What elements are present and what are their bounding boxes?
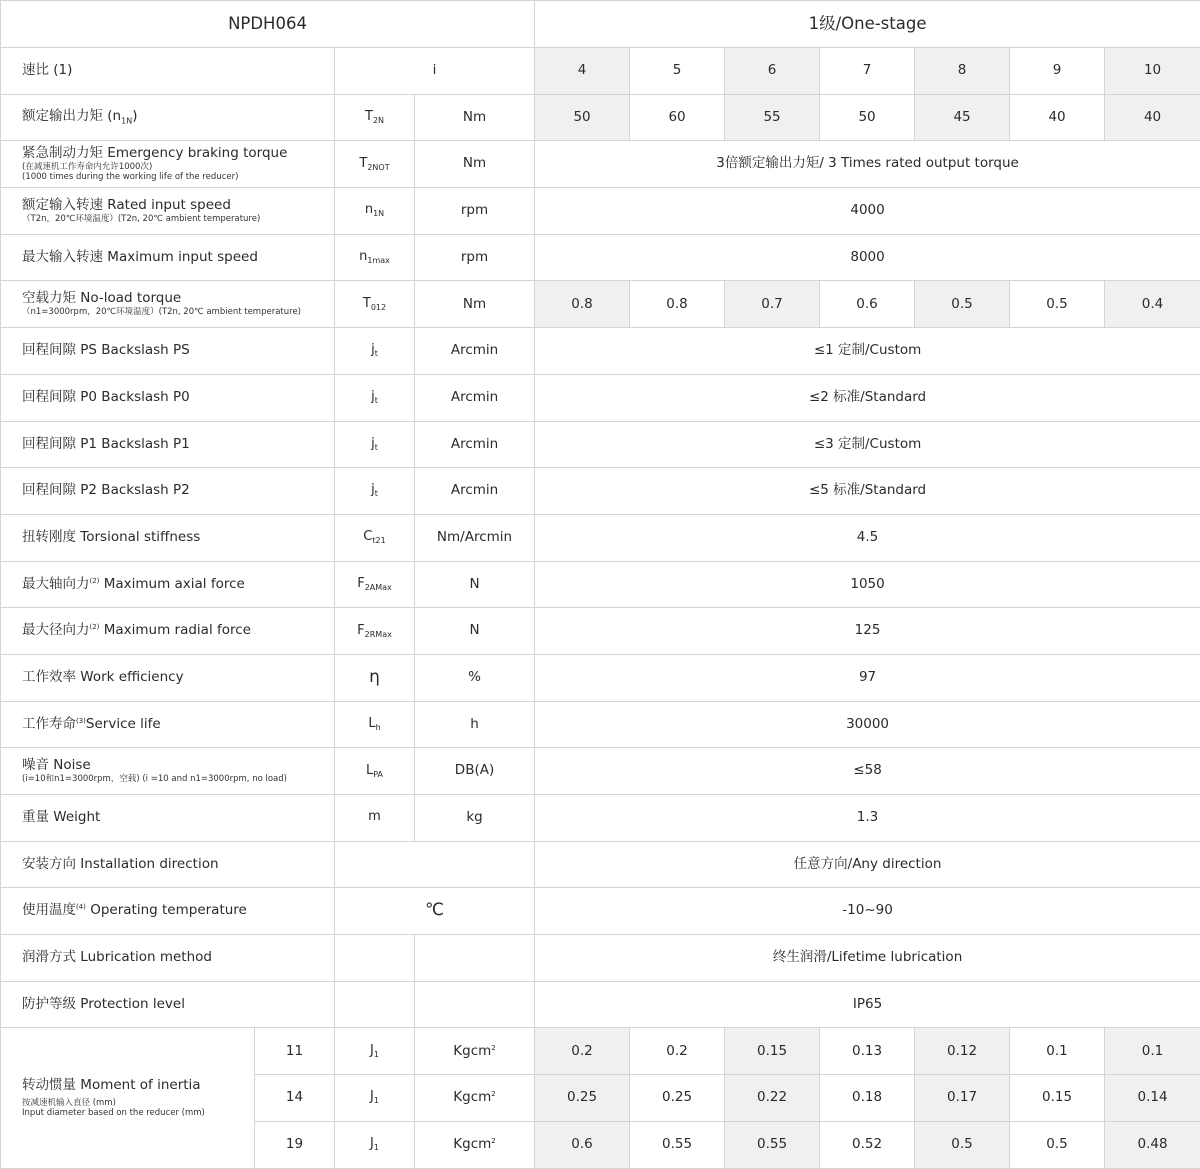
- backlash-p1-symbol: $j_t$: [335, 421, 415, 468]
- rated-input-label: 额定输入转速 Rated input speed （T2n，20℃环境温度）(T2n, 20℃ ambient temperature): [1, 188, 335, 235]
- row-life: [1, 701, 1200, 748]
- noload-symbol: $T_{012}$: [335, 281, 415, 328]
- row-emergency: [1, 141, 1200, 188]
- row-backlash-ps: [1, 328, 1200, 375]
- weight-value: 1.3: [535, 795, 1200, 842]
- row-backlash-p0: [1, 374, 1200, 421]
- backlash-ps-unit: Arcmin: [415, 328, 535, 375]
- noload-value: 0.7: [725, 281, 820, 328]
- backlash-p2-unit: Arcmin: [415, 468, 535, 515]
- backlash-ps-value: ≤1 定制/Custom: [535, 328, 1200, 375]
- row-stiffness: [1, 514, 1200, 561]
- backlash-p0-unit: Arcmin: [415, 374, 535, 421]
- row-rated-torque: [1, 94, 1200, 141]
- noise-value: ≤58: [535, 748, 1200, 795]
- inertia-unit: Kgcm$^2$: [415, 1121, 535, 1168]
- temperature-label: 使用温度$^{(4)}$ Operating temperature: [1, 888, 335, 935]
- backlash-p0-label: 回程间隙 P0 Backslash P0: [1, 374, 335, 421]
- row-inertia: [1, 1028, 1200, 1075]
- temperature-unit: ℃: [335, 888, 535, 935]
- protection-empty: [335, 981, 415, 1028]
- stiffness-label: 扭转刚度 Torsional stiffness: [1, 514, 335, 561]
- radial-value: 125: [535, 608, 1200, 655]
- row-noload: [1, 281, 1200, 328]
- inertia-value: 0.1: [1105, 1028, 1200, 1075]
- axial-value: 1050: [535, 561, 1200, 608]
- life-unit: h: [415, 701, 535, 748]
- row-weight: [1, 795, 1200, 842]
- protection-value: IP65: [535, 981, 1200, 1028]
- inertia-value: 0.15: [725, 1028, 820, 1075]
- backlash-p2-symbol: $j_t$: [335, 468, 415, 515]
- inertia-value: 0.5: [1010, 1121, 1105, 1168]
- efficiency-value: 97: [535, 654, 1200, 701]
- backlash-p0-symbol: $j_t$: [335, 374, 415, 421]
- emergency-symbol: $T_{2NOT}$: [335, 141, 415, 188]
- noload-value: 0.5: [1010, 281, 1105, 328]
- row-backlash-p1: [1, 421, 1200, 468]
- axial-label: 最大轴向力$^{(2)}$ Maximum axial force: [1, 561, 335, 608]
- inertia-value: 0.48: [1105, 1121, 1200, 1168]
- noload-value: 0.4: [1105, 281, 1200, 328]
- emergency-value: 3倍额定输出力矩/ 3 Times rated output torque: [535, 141, 1200, 188]
- inertia-symbol: $J_1$: [335, 1121, 415, 1168]
- installation-label: 安装方向 Installation direction: [1, 841, 335, 888]
- inertia-value: 0.22: [725, 1075, 820, 1122]
- rated-torque-value: 50: [535, 94, 630, 141]
- rated-input-symbol: $n_{1N}$: [335, 188, 415, 235]
- ratio-value: 8: [915, 48, 1010, 95]
- inertia-value: 0.25: [535, 1075, 630, 1122]
- efficiency-unit: %: [415, 654, 535, 701]
- axial-symbol: $F_{2AMax}$: [335, 561, 415, 608]
- ratio-symbol: i: [335, 48, 535, 95]
- backlash-p1-unit: Arcmin: [415, 421, 535, 468]
- noload-unit: Nm: [415, 281, 535, 328]
- emergency-label: 紧急制动力矩 Emergency braking torque (在减速机工作寿命内允许1000次) (1000 times during the working life of the reducer): [1, 141, 335, 188]
- noise-unit: DB(A): [415, 748, 535, 795]
- stiffness-symbol: $C_{t21}$: [335, 514, 415, 561]
- backlash-p0-value: ≤2 标准/Standard: [535, 374, 1200, 421]
- ratio-value: 6: [725, 48, 820, 95]
- inertia-value: 0.6: [535, 1121, 630, 1168]
- ratio-value: 5: [630, 48, 725, 95]
- rated-input-unit: rpm: [415, 188, 535, 235]
- inertia-diameter: 14: [255, 1075, 335, 1122]
- ratio-value: 9: [1010, 48, 1105, 95]
- rated-torque-value: 40: [1010, 94, 1105, 141]
- backlash-p2-value: ≤5 标准/Standard: [535, 468, 1200, 515]
- inertia-value: 0.13: [820, 1028, 915, 1075]
- lubrication-empty: [335, 935, 415, 982]
- weight-unit: kg: [415, 795, 535, 842]
- max-input-unit: rpm: [415, 234, 535, 281]
- lubrication-empty: [415, 935, 535, 982]
- inertia-value: 0.55: [630, 1121, 725, 1168]
- ratio-value: 4: [535, 48, 630, 95]
- inertia-value: 0.18: [820, 1075, 915, 1122]
- rated-torque-unit: Nm: [415, 94, 535, 141]
- emergency-unit: Nm: [415, 141, 535, 188]
- inertia-label: 转动惯量 Moment of inertia 按减速机输入直径 (mm) Input diameter based on the reducer (mm): [1, 1028, 255, 1168]
- noload-value: 0.6: [820, 281, 915, 328]
- noload-value: 0.8: [630, 281, 725, 328]
- rated-torque-value: 40: [1105, 94, 1200, 141]
- radial-symbol: $F_{2RMax}$: [335, 608, 415, 655]
- inertia-diameter: 19: [255, 1121, 335, 1168]
- efficiency-label: 工作效率 Work efficiency: [1, 654, 335, 701]
- stage-header: 1级/One-stage: [535, 1, 1200, 48]
- installation-empty: [335, 841, 535, 888]
- backlash-p1-label: 回程间隙 P1 Backslash P1: [1, 421, 335, 468]
- row-max-input: [1, 234, 1200, 281]
- rated-torque-value: 50: [820, 94, 915, 141]
- life-value: 30000: [535, 701, 1200, 748]
- protection-label: 防护等级 Protection level: [1, 981, 335, 1028]
- row-backlash-p2: [1, 468, 1200, 515]
- noise-label: 噪音 Noise (i=10和n1=3000rpm，空载) (i =10 and n1=3000rpm, no load): [1, 748, 335, 795]
- rated-torque-value: 45: [915, 94, 1010, 141]
- max-input-symbol: $n_{1max}$: [335, 234, 415, 281]
- max-input-value: 8000: [535, 234, 1200, 281]
- inertia-value: 0.2: [630, 1028, 725, 1075]
- backlash-p2-label: 回程间隙 P2 Backslash P2: [1, 468, 335, 515]
- life-symbol: $L_h$: [335, 701, 415, 748]
- row-lubrication: [1, 935, 1200, 982]
- radial-unit: N: [415, 608, 535, 655]
- inertia-value: 0.2: [535, 1028, 630, 1075]
- row-installation: [1, 841, 1200, 888]
- efficiency-symbol: η: [335, 654, 415, 701]
- noload-label: 空载力矩 No-load torque （n1=3000rpm，20℃环境温度）(T2n, 20℃ ambient temperature): [1, 281, 335, 328]
- rated-input-value: 4000: [535, 188, 1200, 235]
- inertia-value: 0.1: [1010, 1028, 1105, 1075]
- backlash-p1-value: ≤3 定制/Custom: [535, 421, 1200, 468]
- stiffness-unit: Nm/Arcmin: [415, 514, 535, 561]
- rated-torque-value: 55: [725, 94, 820, 141]
- inertia-diameter: 11: [255, 1028, 335, 1075]
- noload-value: 0.8: [535, 281, 630, 328]
- inertia-value: 0.17: [915, 1075, 1010, 1122]
- temperature-value: -10~90: [535, 888, 1200, 935]
- weight-label: 重量 Weight: [1, 795, 335, 842]
- lubrication-value: 终生润滑/Lifetime lubrication: [535, 935, 1200, 982]
- stiffness-value: 4.5: [535, 514, 1200, 561]
- lubrication-label: 润滑方式 Lubrication method: [1, 935, 335, 982]
- inertia-symbol: $J_1$: [335, 1028, 415, 1075]
- max-input-label: 最大输入转速 Maximum input speed: [1, 234, 335, 281]
- protection-empty: [415, 981, 535, 1028]
- inertia-value: 0.15: [1010, 1075, 1105, 1122]
- inertia-symbol: $J_1$: [335, 1075, 415, 1122]
- row-axial: [1, 561, 1200, 608]
- row-temperature: [1, 888, 1200, 935]
- radial-label: 最大径向力$^{(2)}$ Maximum radial force: [1, 608, 335, 655]
- ratio-value: 7: [820, 48, 915, 95]
- inertia-value: 0.55: [725, 1121, 820, 1168]
- installation-value: 任意方向/Any direction: [535, 841, 1200, 888]
- noise-symbol: $L_{PA}$: [335, 748, 415, 795]
- row-noise: [1, 748, 1200, 795]
- row-ratio: [1, 48, 1200, 95]
- backlash-ps-symbol: $j_t$: [335, 328, 415, 375]
- row-efficiency: [1, 654, 1200, 701]
- rated-torque-symbol: $T_{2N}$: [335, 94, 415, 141]
- inertia-unit: Kgcm$^2$: [415, 1075, 535, 1122]
- row-protection: [1, 981, 1200, 1028]
- backlash-ps-label: 回程间隙 PS Backslash PS: [1, 328, 335, 375]
- ratio-value: 10: [1105, 48, 1200, 95]
- life-label: 工作寿命$^{(3)}$Service life: [1, 701, 335, 748]
- row-radial: [1, 608, 1200, 655]
- row-rated-input: [1, 188, 1200, 235]
- inertia-value: 0.5: [915, 1121, 1010, 1168]
- rated-torque-value: 60: [630, 94, 725, 141]
- axial-unit: N: [415, 561, 535, 608]
- model-header: NPDH064: [1, 1, 535, 48]
- inertia-value: 0.25: [630, 1075, 725, 1122]
- inertia-value: 0.14: [1105, 1075, 1200, 1122]
- inertia-value: 0.52: [820, 1121, 915, 1168]
- rated-torque-label: 额定输出力矩 $(n_{1N})$: [1, 94, 335, 141]
- noload-value: 0.5: [915, 281, 1010, 328]
- weight-symbol: m: [335, 795, 415, 842]
- ratio-label: 速比 (1): [1, 48, 335, 95]
- inertia-unit: Kgcm$^2$: [415, 1028, 535, 1075]
- inertia-value: 0.12: [915, 1028, 1010, 1075]
